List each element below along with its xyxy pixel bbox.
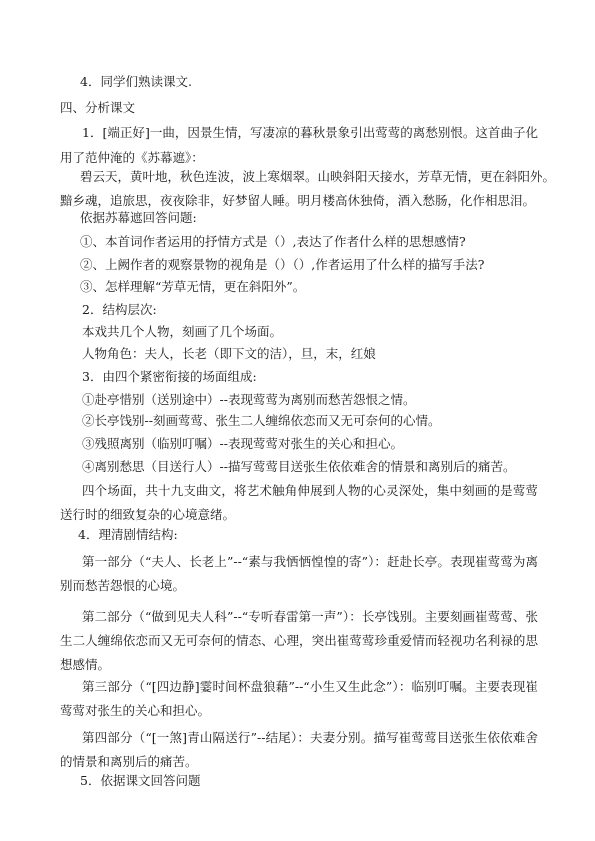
plot-part-1: 第一部分（“夫人、长老上”--“素与我恓恓惶惶的寄”）：赶赴长亭。表现崔莺莺为离别而愁苦怨恨的心境。	[60, 554, 538, 593]
scene-2: ②长亭饯别--刻画莺莺、张生二人缠绵依恋而又无可奈何的心情。	[82, 413, 441, 428]
poem-line-1: 碧云天，黄叶地，秋色连波，波上寒烟翠。山映斜阳天接水，芳草无情，更在斜阳外。	[80, 169, 556, 184]
scene-1: ①赴亭惜别（送别途中）--表现莺莺为离别而愁苦怨恨之情。	[82, 392, 416, 407]
plot-part-2: 第二部分（“做到见夫人科”--“专听春雷第一声”）：长亭饯别。主要刻画崔莺莺、张生二人缠绵依恋而又无可奈何的情态、心理，突出崔莺莺珍重爱情而轻视功名利禄的思想感情。	[60, 609, 538, 672]
paragraph-duanzhenghao: 1．[端正好]一曲，因景生情，写凄凉的暮秋景象引出莺莺的离愁别恨。这首曲子化用了范仲淹的《苏幕遮》：	[60, 125, 538, 165]
question-2: ②、上阙作者的观察景物的视角是（）（）,作者运用了什么样的描写手法?	[80, 257, 485, 272]
question-1: ①、本首词作者运用的抒情方式是（）,表达了作者什么样的思想感情?	[80, 234, 466, 249]
characters-question: 本戏共几个人物，刻画了几个场面。	[82, 324, 283, 339]
item-4-plot-heading: 4．理清剧情结构:	[78, 527, 178, 542]
scene-3: ③残照离别（临别叮嘱）--表现莺莺对张生的关心和担心。	[82, 436, 403, 451]
item-5-questions-heading: 5．依据课文回答问题	[80, 773, 201, 788]
item-4-read-text: 4．同学们熟读课文.	[80, 74, 192, 89]
question-intro: 依据苏幕遮回答问题:	[80, 210, 197, 225]
item-3-scenes-heading: 3．由四个紧密衔接的场面组成:	[82, 369, 257, 384]
scene-4: ④离别愁思（目送行人）--描写莺莺目送张生依依难舍的情景和离别后的痛苦。	[82, 459, 516, 474]
poem-line-2: 黯乡魂，追旅思，夜夜除非，好梦留人睡。明月楼高休独倚，酒入愁肠，化作相思泪。	[60, 193, 536, 208]
section-4-heading: 四、分析课文	[60, 100, 136, 115]
item-2-structure-heading: 2．结构层次:	[82, 302, 157, 317]
characters-list: 人物角色：夫人，长老（即下文的洁），旦，末，红娘	[82, 346, 376, 361]
question-3: ③、怎样理解“芳草无情，更在斜阳外”。	[80, 279, 306, 294]
plot-part-4: 第四部分（“[一煞]青山隔送行”--结尾）：夫妻分别。描写崔莺莺目送张生依依难舍的情景和离别后的痛苦。	[60, 730, 538, 769]
scenes-summary-paragraph: 四个场面，共十九支曲文，将艺术触角伸展到人物的心灵深处，集中刻画的是莺莺送行时的细致复杂的心境意绪。	[60, 483, 538, 522]
plot-part-3: 第三部分（“[四边静]霎时间杯盘狼藉”--“小生又生此念”）：临别叮嘱。主要表现崔莺莺对张生的关心和担心。	[60, 679, 538, 718]
